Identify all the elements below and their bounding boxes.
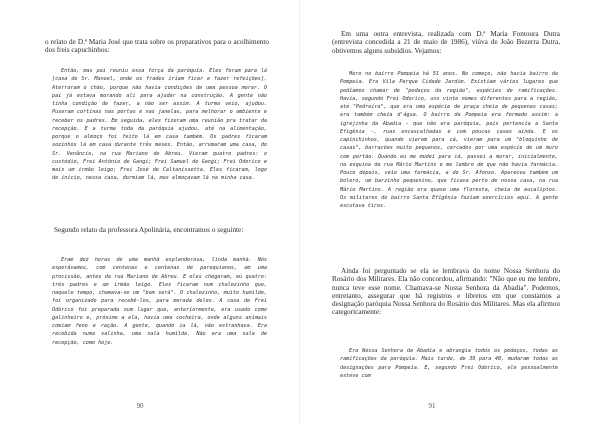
left-quote-block-2: Eram dez horas de uma manhã esplendorosa, linda manhã. Nós esperávamos, com centenas e centenas de paroquianos, em uma procissão, antes da rua Mariano de Abreu. E eles chegaram, eu quatro: três padres e um irmão leigo. Eles ficaram num chalezinho que, naquele tempo, chamava-se um "bom será". O chalezinho, muito humilde, foi organizado para recebê-los, para morada deles. A casa de Frei Odórico foi preparada num lugar que, anteriormente, era usado como galinheiro e, próximo a ela, havia uma cocheira, onde alguns animais comiam feno e ração. A gente, quando ia lá, não estranhava. Era recebida numa salinha, uma sala humilde. Não era uma sala de recepção, como hoje. [52, 257, 267, 346]
right-transition-paragraph: Ainda foi perguntado se ela se lembrava do nome Nossa Senhora do Rosário dos Militares. Ela não concordou, afirmando: "Não que eu me lembre, nunca teve esse nome. Chamava-se Nossa Senhora da Abadia". Podemos, entretanto, assegurar que há registros e libretos em que constamos a designação paróquia Nossa Senhora do Rosário dos Militares. Mas ela afirmou categoricamente: [332, 267, 560, 317]
left-quote-block-1: Então, mas pai reuniu essa força da paróquia. Eles foram para lá [casa de Sr. Manoel, onde os frades iriam ficar e fazer refeições]. Aterraram o chão, porque não havia condições de uma pessoa morar. O pai já estava morando ali para ajudar na construção. A gente não tinha condição de fazer, a não ser assim. A turma veio, ajudou. Puseram cortinas nas portas e nas janelas, para melhorar o ambiente e receber os padres. Em seguida, eles fizeram uma reunião pra tratar da recepção. E a turma toda da paróquia ajudou, até na alimentação, porque o almoço foi feito lá em casa também. Os padres ficaram sozinhos lá em casa durante três meses. Então, arrumaram uma casa, do Sr. Venâncio, na rua Mariano de Abreu. Vieram quatro padres: o custódio, Frei Antônio de Gangi; Frei Samuel de Gangi; Frei Odorico e mais um irmão leigo; Frei José de Caltanissetta. Eles ficaram, logo de início, nessa casa, dormiam lá, mas almoçavam lá na minha casa. [52, 68, 267, 182]
right-quote-block-1: Moro no bairro Pompeia há 51 anos. No começo, não havia bairro da Pompeia. Era Vila Parque Cidade Jardim. Existiam vários lugares que podíamos chamar de "pedaços da região", espécies de ramificações. Havia, segundo Frei Odorico, uns vinte nomes diferentes para a região, até "Pedreira", que era uma espécie de praça cheia de pequenas casas; era também cheia d'água. O bairro da Pompeia era formado assim: a igrejinha da Abadia - que não era paróquia, pois pertencia a Santa Efigênia -, ruas encascalhadas e com poucas casas ainda. E os capinchinhos, quando vieram para cá, vieram para um "bloquinho de casas", barracões muito pequenos, cercados por uma espécie de um muro com portão. Quando eu me mudei para cá, passei a morar, inicialmente, na esquina da rua Mário Martins e me lembro de que não havia farmácia. Pouco depois, veio uma farmácia, a do Sr. Afonso. Apareceu também um bolero, um barzinho pequenino, que ficava perto de nossa casa, na rua Mário Martins. A região era quase uma floresta, cheia de eucaliptos. Os militares do bairro Santa Efigênia faziam exercícios aqui. A gente escutava tiros. [340, 71, 558, 209]
right-page [300, 0, 600, 425]
left-intro-paragraph: o relato de D.ª Maria José que trata sobre os preparativos para o acolhimento dos freis capuchinhos: [45, 38, 269, 55]
page-number-left: 90 [136, 402, 144, 410]
left-transition-paragraph: Segundo relato da professora Apolinária, encontramos o seguinte: [54, 226, 244, 234]
page-number-right: 91 [428, 402, 436, 410]
right-quote-block-2: Era Nossa Senhora da Abadia e abrangia todos os pedaços, todas as ramificações da paróquia. Mais tarde, de 39 para 40, mudaram todas as designações para Pompeia. E, segundo Frei Odorico, ele pessoalmente esteve com [340, 348, 558, 379]
right-intro-paragraph: Em uma outra entrevista, realizada com D.ª Maria Fontoura Dutra (entrevista concedida a 21 de maio de 1986), viúva de João Bezerra Dutra, obtivemos alguns subsídios. Vejamos: [332, 30, 560, 55]
